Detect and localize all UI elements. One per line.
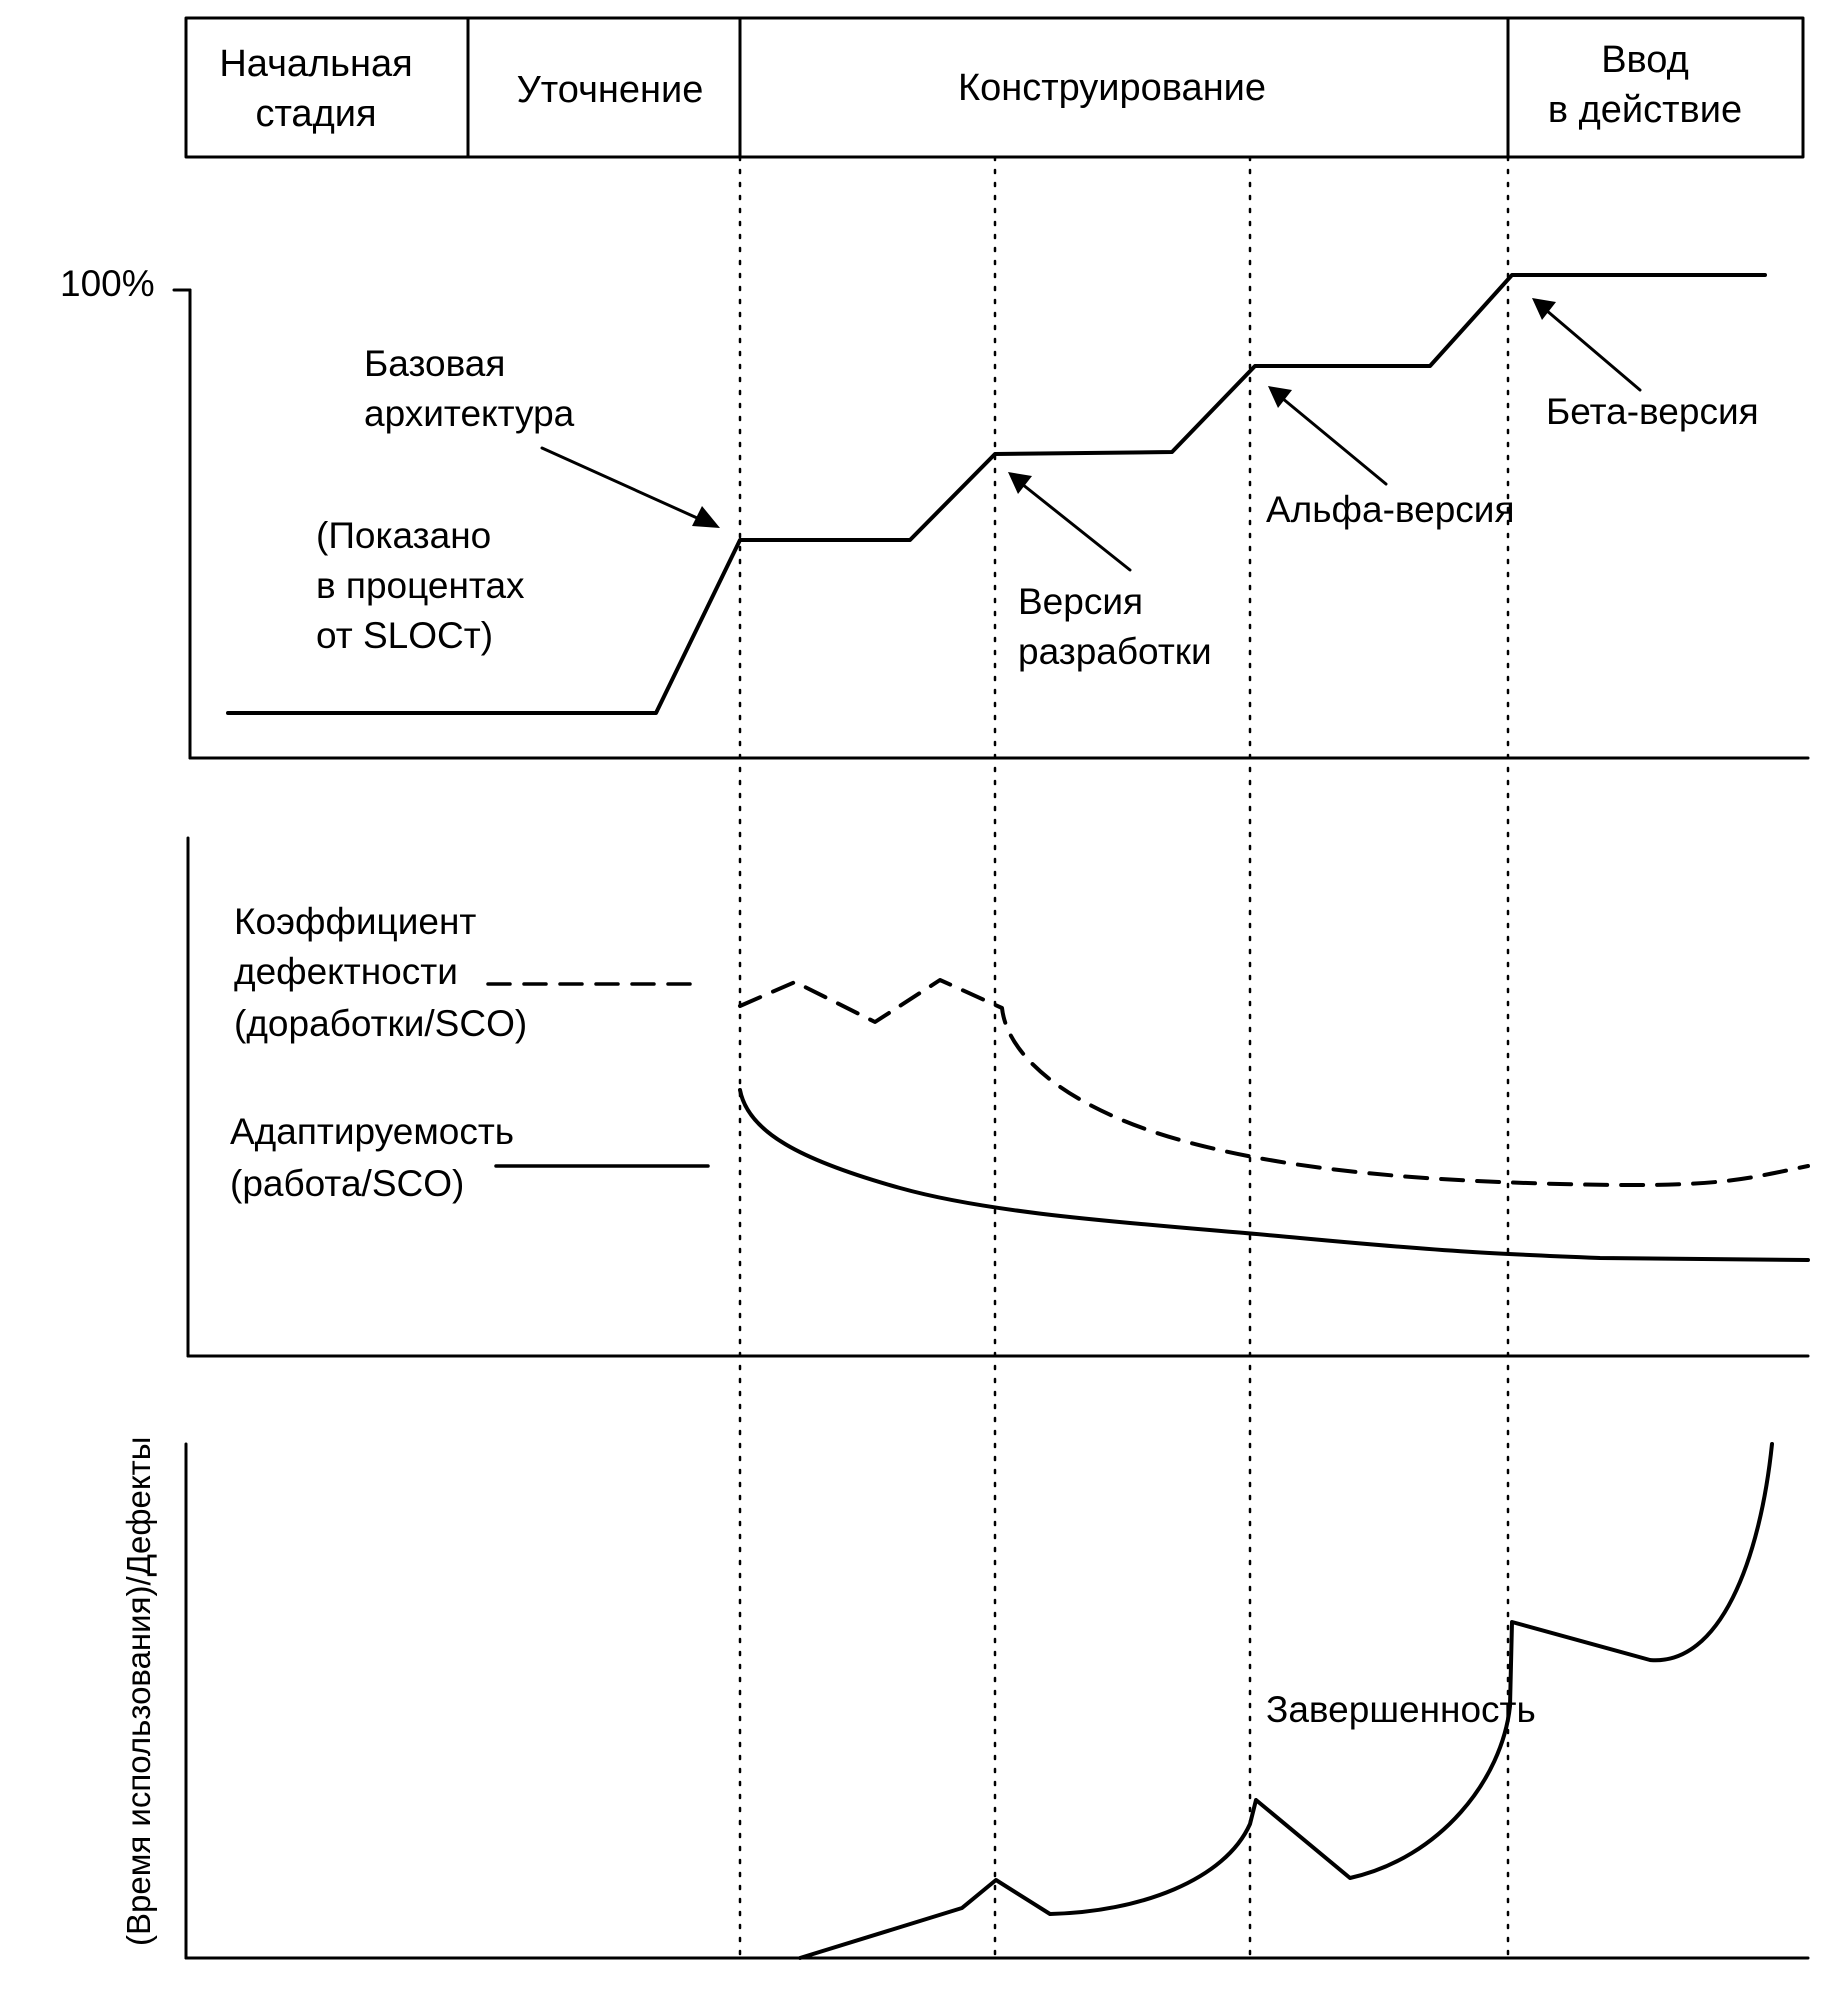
base-architecture-arrow	[542, 448, 706, 522]
alpha-version-label: Альфа-версия	[1266, 489, 1515, 530]
base-architecture-label-line2: архитектура	[364, 393, 575, 434]
phase-transition-line1: Ввод	[1601, 39, 1689, 81]
middle-panel	[188, 838, 1808, 1356]
bottom-y-axis-label: (Время использования)/Дефекты	[120, 1436, 157, 1946]
milestone-guides	[740, 157, 1508, 1958]
sloc-note-line3: от SLOCт)	[316, 615, 494, 656]
phase-inception-line1: Начальная	[219, 43, 413, 85]
phase-inception-line2: стадия	[255, 93, 377, 135]
y-tick-100-percent: 100%	[60, 263, 155, 304]
phase-transition-line2: в действие	[1547, 89, 1743, 131]
defect-rate-label-line3: (доработки/SCO)	[234, 1003, 528, 1044]
sloc-note-line2: в процентах	[316, 565, 525, 606]
dev-version-label-line1: Версия	[1018, 581, 1144, 622]
phase-header	[186, 18, 1803, 157]
dev-version-arrow	[1022, 484, 1130, 570]
adaptability-label-line1: Адаптируемость	[230, 1111, 515, 1152]
adaptability-curve	[740, 1090, 1808, 1260]
defect-rate-label-line1: Коэффициент	[234, 901, 477, 942]
defect-rate-label-line2: дефектности	[234, 951, 458, 992]
sloc-note-line1: (Показано	[316, 515, 492, 556]
adaptability-label-line2: (работа/SCO)	[230, 1163, 465, 1204]
base-architecture-label-line1: Базовая	[364, 343, 506, 384]
bottom-panel	[120, 1437, 1808, 1958]
maturity-label: Завершенность	[1266, 1689, 1536, 1730]
phase-elaboration: Уточнение	[516, 69, 704, 111]
beta-version-arrow	[1546, 310, 1640, 390]
defect-rate-curve	[740, 980, 1808, 1185]
phase-construction: Конструирование	[957, 67, 1267, 109]
dev-version-label-line2: разработки	[1018, 631, 1212, 672]
alpha-version-arrow	[1282, 398, 1386, 484]
top-panel	[60, 263, 1808, 758]
beta-version-label: Бета-версия	[1546, 391, 1759, 432]
